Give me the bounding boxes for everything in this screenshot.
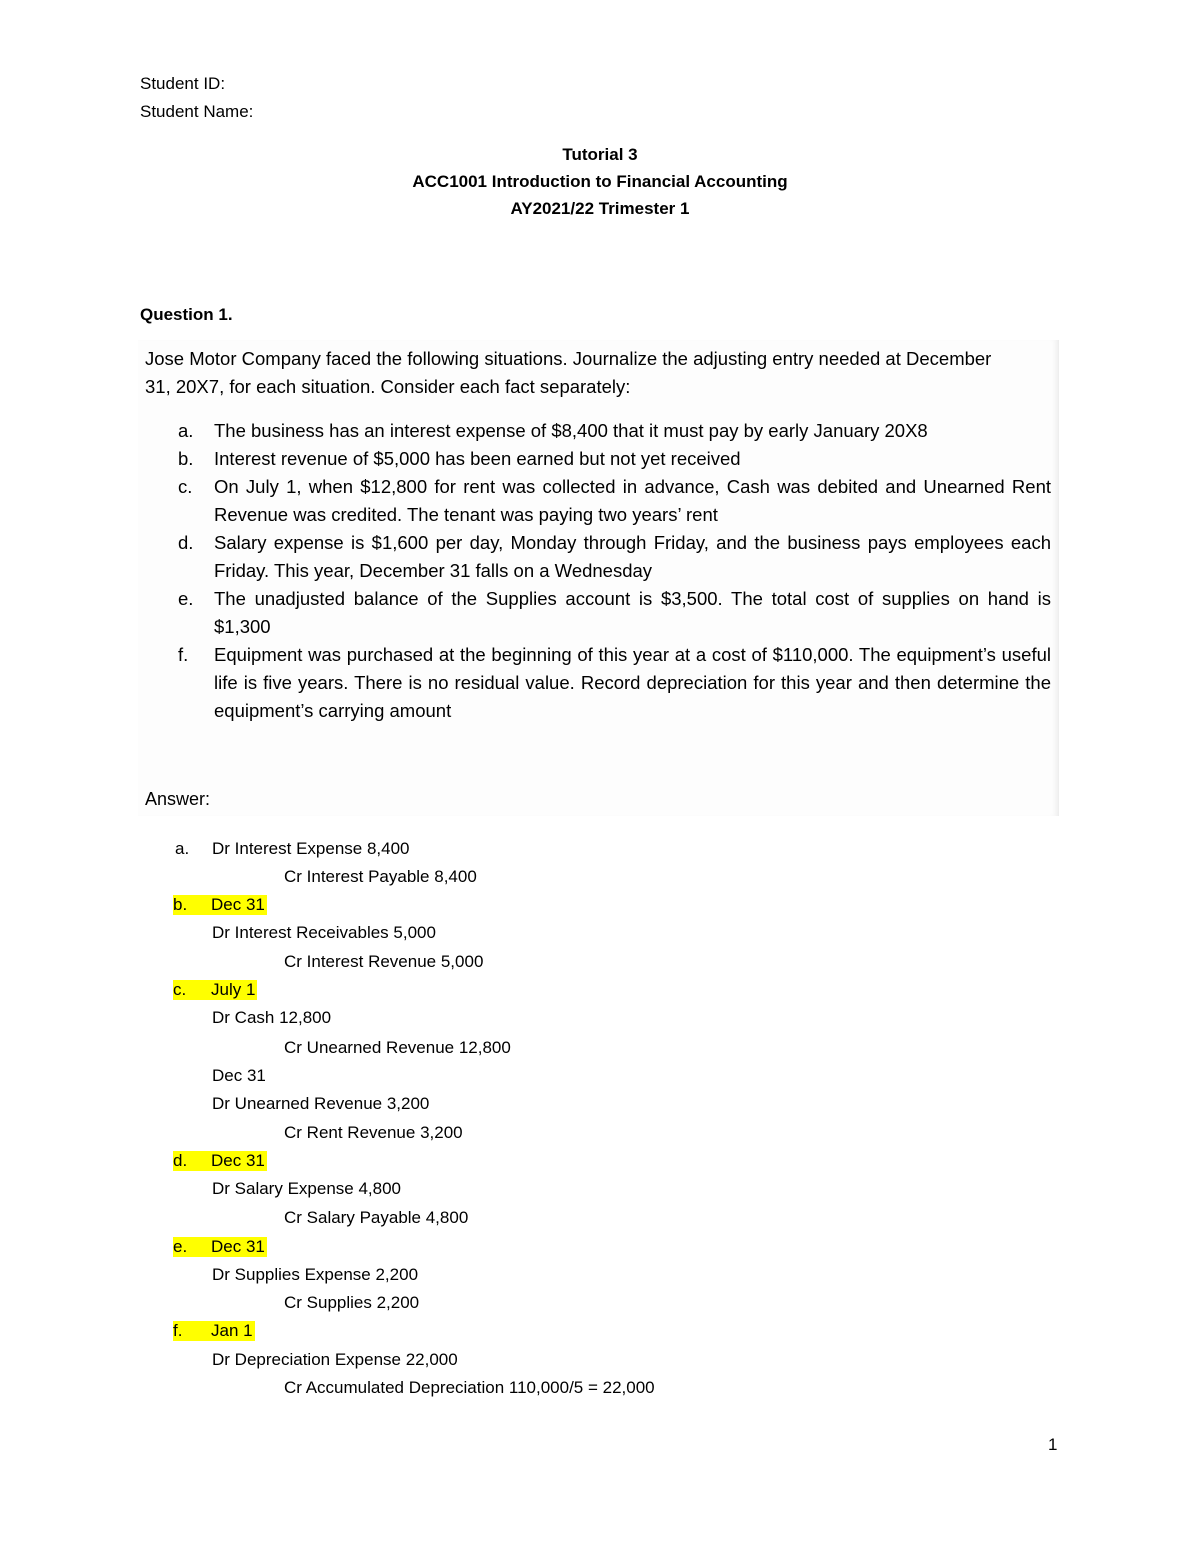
item-label: b. (178, 448, 194, 469)
item-label: c. (178, 476, 193, 497)
answer-c-debit-2: Dr Unearned Revenue 3,200 (212, 1094, 430, 1113)
page-number: 1 (1048, 1435, 1058, 1454)
answer-c-credit: Cr Unearned Revenue 12,800 (284, 1038, 511, 1057)
answer-f-label: f. (173, 1321, 211, 1341)
answer-f-credit: Cr Accumulated Depreciation 110,000/5 = 22,000 (284, 1378, 655, 1397)
answer-e-date: Dec 31 (211, 1237, 265, 1256)
answer-f-heading (173, 1321, 255, 1341)
answer-d-heading (173, 1151, 267, 1171)
student-name-label: Student Name: (140, 102, 254, 121)
answer-c-heading (173, 980, 257, 1000)
answer-f-debit: Dr Depreciation Expense 22,000 (212, 1350, 458, 1369)
item-text: On July 1, when $12,800 for rent was collected in advance, Cash was debited and Unearned Rent Revenue was credited. The tenant was paying two years’ rent (214, 476, 1051, 525)
answer-e-heading (173, 1237, 267, 1257)
answer-a-credit: Cr Interest Payable 8,400 (284, 867, 477, 886)
answer-heading: Answer: (145, 789, 211, 809)
item-text: The unadjusted balance of the Supplies account is $3,500. The total cost of supplies on hand is $1,300 (214, 588, 1051, 637)
item-label: f. (178, 644, 189, 665)
answer-c-debit: Dr Cash 12,800 (212, 1008, 332, 1027)
answer-d-date: Dec 31 (211, 1151, 265, 1170)
answer-a-label: a. (175, 839, 190, 858)
item-label: e. (178, 588, 194, 609)
answer-d-credit: Cr Salary Payable 4,800 (284, 1208, 469, 1227)
item-text: The business has an interest expense of $8,400 that it must pay by early January 20X8 (214, 420, 928, 441)
question-intro-line-1: Jose Motor Company faced the following situations. Journalize the adjusting entry needed at December (145, 348, 992, 369)
answer-c-credit-2: Cr Rent Revenue 3,200 (284, 1123, 463, 1142)
title-line-3: AY2021/22 Trimester 1 (510, 199, 690, 218)
answer-a-debit: Dr Interest Expense 8,400 (212, 839, 410, 858)
title-line-2: ACC1001 Introduction to Financial Accounting (412, 172, 788, 191)
answer-b-debit: Dr Interest Receivables 5,000 (212, 923, 436, 942)
answer-b-label: b. (173, 895, 211, 915)
item-label: a. (178, 420, 194, 441)
answer-d-label: d. (173, 1151, 211, 1171)
item-text: Equipment was purchased at the beginning of this year at a cost of $110,000. The equipment’s useful life is five years. There is no residual value. Record depreciation for this year and then determine the equipment’s carrying amount (214, 644, 1051, 721)
title-line-1: Tutorial 3 (562, 145, 638, 164)
answer-d-debit: Dr Salary Expense 4,800 (212, 1179, 401, 1198)
student-id-label: Student ID: (140, 74, 226, 93)
item-text: Interest revenue of $5,000 has been earned but not yet received (214, 448, 741, 469)
answer-c-label: c. (173, 980, 211, 1000)
answer-c-date: July 1 (211, 980, 256, 999)
answer-e-debit: Dr Supplies Expense 2,200 (212, 1265, 419, 1284)
item-label: d. (178, 532, 194, 553)
answer-c-date-2: Dec 31 (212, 1066, 266, 1085)
question-heading: Question 1. (140, 305, 233, 324)
answer-e-label: e. (173, 1237, 211, 1257)
question-items-list (138, 417, 1051, 721)
item-text: Salary expense is $1,600 per day, Monday through Friday, and the business pays employees each Friday. This year, December 31 falls on a Wednesday (214, 532, 1051, 581)
answer-b-heading (173, 895, 267, 915)
answer-f-date: Jan 1 (211, 1321, 253, 1340)
answer-b-date: Dec 31 (211, 895, 265, 914)
answer-b-credit: Cr Interest Revenue 5,000 (284, 952, 484, 971)
question-intro-line-2: 31, 20X7, for each situation. Consider each fact separately: (145, 376, 631, 397)
answer-e-credit: Cr Supplies 2,200 (284, 1293, 420, 1312)
